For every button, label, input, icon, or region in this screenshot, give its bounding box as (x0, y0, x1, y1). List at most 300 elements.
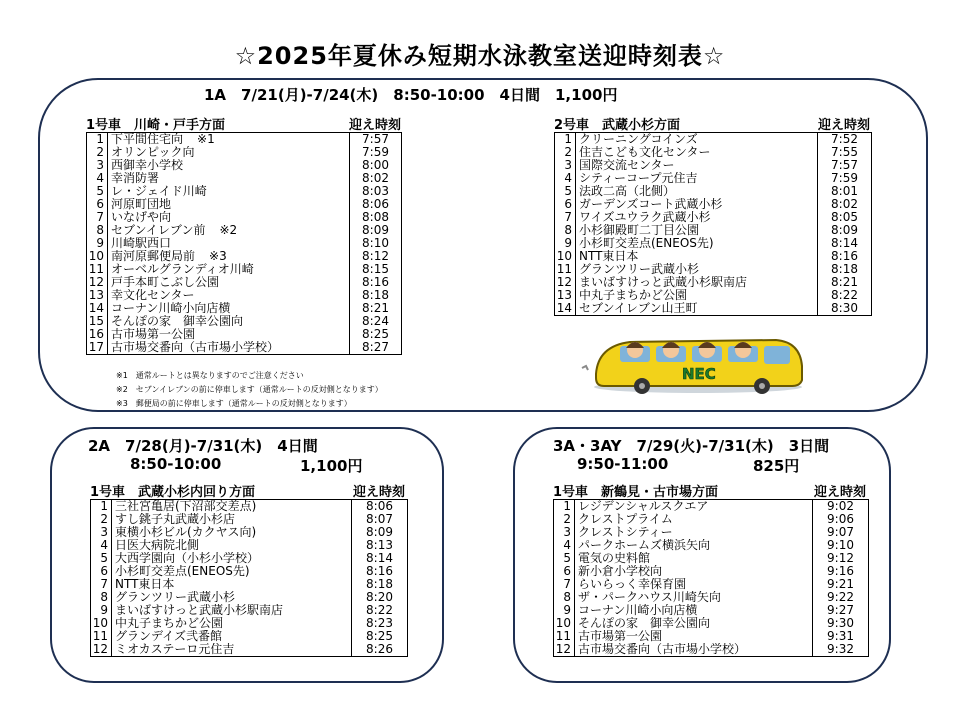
table-row (91, 526, 407, 539)
pickup-time: 8:25 (349, 328, 401, 341)
pickup-time: 8:10 (349, 237, 401, 250)
stop-name: クリーニングコインズ (579, 133, 698, 146)
table-row (555, 250, 871, 263)
stop-number: 6 (563, 564, 571, 578)
stop-number: 2 (96, 145, 104, 159)
stop-number: 2 (100, 512, 108, 526)
table-body (86, 132, 402, 355)
pickup-time: 7:59 (349, 146, 401, 159)
stop-name: そんぽの家 御幸公園向 (111, 315, 244, 328)
stop-note: ※3 (209, 250, 227, 263)
pickup-time: 8:06 (349, 198, 401, 211)
table-row (554, 565, 868, 578)
session-3a-panel (513, 427, 891, 683)
session-1a-header: 1A 7/21(月)-7/24(木) 8:50-10:00 4日間 1,100円 (204, 86, 618, 104)
stop-number: 8 (563, 590, 571, 604)
table-row (91, 513, 407, 526)
table-row (91, 591, 407, 604)
pickup-time: 7:57 (817, 159, 871, 172)
stop-cell (574, 539, 812, 552)
stop-number: 7 (563, 577, 571, 591)
table-row (87, 133, 401, 146)
stop-name: 幸文化センター (111, 289, 195, 302)
stop-number: 6 (96, 197, 104, 211)
page-title: ☆2025年夏休み短期水泳教室送迎時刻表☆ (234, 42, 726, 70)
stop-name: レ・ジェイド川崎 (111, 185, 207, 198)
school-bus-illustration (580, 332, 812, 394)
time-header: 迎え時刻 (348, 118, 401, 133)
stop-name: まいばすけっと武蔵小杉駅南店 (579, 276, 748, 289)
table-row (87, 289, 401, 302)
stop-name: 古市場第一公園 (578, 630, 663, 643)
pickup-time: 7:57 (349, 133, 401, 146)
stop-number: 8 (564, 223, 572, 237)
stop-cell (574, 578, 812, 591)
stop-name: ミオカステーロ元住吉 (115, 643, 235, 656)
stop-name: 国際交流センター (579, 159, 675, 172)
stop-name: 古市場第一公園 (111, 328, 196, 341)
route-name: 1号車 武蔵小杉内回り方面 (90, 485, 256, 500)
pickup-time: 8:06 (351, 500, 407, 513)
pickup-time: 8:20 (351, 591, 407, 604)
pickup-time: 8:22 (817, 289, 871, 302)
stop-name: 河原町団地 (111, 198, 172, 211)
pickup-time: 8:14 (351, 552, 407, 565)
pickup-time: 9:22 (812, 591, 868, 604)
pickup-time: 9:27 (812, 604, 868, 617)
table-row (555, 237, 871, 250)
stop-cell (107, 263, 349, 276)
stop-name: 川崎駅西口 (111, 237, 172, 250)
stop-number: 14 (556, 301, 572, 315)
stop-number: 3 (563, 525, 571, 539)
stop-cell (575, 133, 817, 146)
stop-cell (107, 211, 349, 224)
stop-name: ザ・パークハウス川崎矢向 (578, 591, 721, 604)
pickup-time: 8:09 (351, 526, 407, 539)
pickup-time: 7:55 (817, 146, 871, 159)
stop-cell (111, 630, 351, 643)
stop-cell (111, 513, 351, 526)
stop-cell (111, 565, 351, 578)
time-header: 迎え時刻 (352, 485, 405, 500)
route-name: 1号車 川崎・戸手方面 (86, 118, 226, 133)
pickup-time: 8:16 (351, 565, 407, 578)
stop-name: 中丸子まちかど公園 (115, 617, 224, 630)
stop-number: 3 (96, 158, 104, 172)
route-2-table (554, 114, 872, 316)
stop-cell (107, 185, 349, 198)
stop-name: 大西学園向（小杉小学校） (115, 552, 260, 565)
stop-number: 7 (96, 210, 104, 224)
footnotes (116, 369, 383, 411)
table-row (554, 630, 868, 643)
pickup-time: 9:21 (812, 578, 868, 591)
stop-name: 住吉こども文化センター (579, 146, 711, 159)
table-row (555, 289, 871, 302)
table-row (91, 604, 407, 617)
footnote-2: ※2 セブンイレブンの前に停車します（通常ルートの反対側となります） (116, 385, 383, 394)
table-row (87, 211, 401, 224)
table-row (87, 198, 401, 211)
stop-name: 幸消防署 (111, 172, 160, 185)
table-row (87, 302, 401, 315)
stop-number: 2 (564, 145, 572, 159)
stop-number: 3 (100, 525, 108, 539)
stop-name: そんぽの家 御幸公園向 (578, 617, 711, 630)
pickup-time: 8:14 (817, 237, 871, 250)
stop-cell (107, 146, 349, 159)
stop-number: 9 (564, 236, 572, 250)
stop-cell (574, 565, 812, 578)
stop-name: パークホームズ横浜矢向 (578, 539, 711, 552)
stop-name: 小杉町交差点(ENEOS先) (115, 565, 250, 578)
pickup-time: 8:16 (349, 276, 401, 289)
pickup-time: 9:07 (812, 526, 868, 539)
table-row (554, 643, 868, 656)
stop-number: 8 (96, 223, 104, 237)
table-row (555, 172, 871, 185)
stop-number: 12 (92, 642, 108, 656)
table-row (91, 552, 407, 565)
table-row (555, 198, 871, 211)
stop-cell (575, 250, 817, 263)
pickup-time: 7:52 (817, 133, 871, 146)
stop-name: オリンピック向 (111, 146, 195, 159)
stop-cell (574, 526, 812, 539)
pickup-time: 8:12 (349, 250, 401, 263)
stop-number: 10 (556, 249, 572, 263)
pickup-time: 7:59 (817, 172, 871, 185)
stop-cell (107, 289, 349, 302)
stop-cell (107, 276, 349, 289)
stop-name: セブンイレブン山王町 (579, 302, 698, 315)
stop-cell (575, 185, 817, 198)
stop-cell (107, 341, 349, 354)
stop-name: セブンイレブン前 (111, 224, 206, 237)
session-2a-header: 2A 7/28(月)-7/31(木) 4日間 (88, 437, 318, 455)
pickup-time: 8:01 (817, 185, 871, 198)
stop-name: グランツリー武蔵小杉 (115, 591, 236, 604)
stop-cell (575, 211, 817, 224)
stop-name: オーベルグランディオ川崎 (111, 263, 254, 276)
pickup-time: 8:13 (351, 539, 407, 552)
stop-cell (107, 224, 349, 237)
stop-name: 西御幸小学校 (111, 159, 184, 172)
stop-cell (111, 604, 351, 617)
stop-number: 2 (563, 512, 571, 526)
route-name: 2号車 武蔵小杉方面 (554, 118, 681, 133)
pickup-time: 8:23 (351, 617, 407, 630)
stop-number: 13 (556, 288, 572, 302)
table-row (554, 591, 868, 604)
footnote-3: ※3 郵便局の前に停車します（通常ルートの反対側となります） (116, 399, 352, 408)
stop-cell (111, 643, 351, 656)
stop-number: 11 (92, 629, 108, 643)
stop-name: 小杉御殿町二丁目公園 (579, 224, 700, 237)
stop-name: コーナン川崎小向店横 (578, 604, 698, 617)
stop-cell (107, 302, 349, 315)
pickup-time: 8:27 (349, 341, 401, 354)
stop-number: 13 (88, 288, 104, 302)
pickup-time: 8:22 (351, 604, 407, 617)
table-row (555, 146, 871, 159)
table-row (91, 565, 407, 578)
pickup-time: 9:02 (812, 500, 868, 513)
table-row (87, 263, 401, 276)
pickup-time: 9:32 (812, 643, 868, 656)
stop-cell (574, 513, 812, 526)
table-body (554, 132, 872, 316)
stop-number: 6 (100, 564, 108, 578)
stop-name: レジデンシャルスクエア (578, 500, 709, 513)
table-row (87, 315, 401, 328)
stop-number: 17 (88, 340, 104, 354)
stop-cell (111, 591, 351, 604)
stop-name: シティーコープ元住吉 (579, 172, 698, 185)
stop-number: 9 (96, 236, 104, 250)
stop-cell (107, 315, 349, 328)
table-row (91, 539, 407, 552)
stop-cell (107, 159, 349, 172)
stop-cell (107, 328, 349, 341)
stop-name: すし銚子丸武蔵小杉店 (115, 513, 236, 526)
stop-number: 1 (563, 499, 571, 513)
stop-number: 9 (100, 603, 108, 617)
pickup-time: 9:10 (812, 539, 868, 552)
stop-cell (575, 237, 817, 250)
stop-name: 三社宮亀居(下沼部交差点) (115, 500, 257, 513)
stop-cell (107, 250, 349, 263)
stop-name: グランツリー武蔵小杉 (579, 263, 700, 276)
stop-number: 5 (564, 184, 572, 198)
table-row (555, 133, 871, 146)
pickup-time: 8:21 (349, 302, 401, 315)
pickup-time: 8:02 (349, 172, 401, 185)
table-row (91, 578, 407, 591)
table-row (91, 617, 407, 630)
pickup-time: 9:31 (812, 630, 868, 643)
table-row (555, 185, 871, 198)
table-row (87, 341, 401, 354)
stop-number: 12 (555, 642, 571, 656)
stop-name: 古市場交番向（古市場小学校） (578, 643, 747, 656)
table-header (90, 481, 408, 499)
pickup-time: 8:00 (349, 159, 401, 172)
table-row (87, 250, 401, 263)
stop-number: 5 (96, 184, 104, 198)
route-name: 1号車 新鶴見・古市場方面 (553, 485, 719, 500)
table-row (555, 159, 871, 172)
time-header: 迎え時刻 (817, 118, 870, 133)
table-row (554, 604, 868, 617)
stop-name: コーナン川崎小向店横 (111, 302, 231, 315)
session-2a-panel (50, 427, 444, 683)
stop-number: 1 (564, 132, 572, 146)
stop-note: ※2 (219, 224, 238, 237)
stop-name: 戸手本町こぶし公園 (111, 276, 220, 289)
table-row (87, 276, 401, 289)
stop-name: NTT東日本 (579, 250, 639, 263)
stop-number: 1 (100, 499, 108, 513)
stop-name: らいらっく幸保育園 (578, 578, 687, 591)
stop-cell (107, 172, 349, 185)
stop-name: クレストシティー (578, 526, 673, 539)
stop-cell (111, 578, 351, 591)
stop-name: 日医大病院北側 (115, 539, 200, 552)
session-3a-price: 825円 (753, 457, 800, 475)
table-row (554, 500, 868, 513)
stop-number: 14 (88, 301, 104, 315)
pickup-time: 8:05 (817, 211, 871, 224)
stop-number: 4 (100, 538, 108, 552)
table-body (553, 499, 869, 657)
table-row (555, 224, 871, 237)
stop-name: 古市場交番向（古市場小学校） (111, 341, 280, 354)
pickup-time: 9:06 (812, 513, 868, 526)
table-header (553, 481, 869, 499)
stop-number: 5 (563, 551, 571, 565)
table-row (91, 500, 407, 513)
stop-name: クレストプライム (578, 513, 673, 526)
stop-number: 7 (564, 210, 572, 224)
stop-cell (574, 630, 812, 643)
stop-number: 4 (96, 171, 104, 185)
stop-name: 小杉町交差点(ENEOS先) (579, 237, 714, 250)
stop-name: ガーデンズコート武蔵小杉 (579, 198, 723, 211)
table-row (555, 211, 871, 224)
stop-number: 11 (556, 262, 572, 276)
route-1-table (86, 114, 402, 355)
pickup-time: 8:02 (817, 198, 871, 211)
table-row (87, 159, 401, 172)
route-2a-table (90, 481, 408, 657)
pickup-time: 8:18 (817, 263, 871, 276)
pickup-time: 8:30 (817, 302, 871, 315)
pickup-time: 8:08 (349, 211, 401, 224)
stop-cell (575, 263, 817, 276)
stop-name: 法政二高（北側） (579, 185, 676, 198)
stop-number: 8 (100, 590, 108, 604)
stop-number: 5 (100, 551, 108, 565)
stop-number: 10 (88, 249, 104, 263)
table-row (554, 539, 868, 552)
pickup-time: 8:09 (349, 224, 401, 237)
stop-name: 電気の史料館 (578, 552, 651, 565)
session-2a-price: 1,100円 (300, 457, 363, 475)
stop-number: 1 (96, 132, 104, 146)
bus-logo-text: NEC (682, 365, 716, 383)
stop-cell (107, 198, 349, 211)
table-row (91, 630, 407, 643)
stop-cell (575, 289, 817, 302)
table-header (86, 114, 402, 132)
stop-name: 新小倉小学校向 (578, 565, 663, 578)
stop-name: グランデイズ弐番館 (115, 630, 223, 643)
stop-name: 南河原郵便局前 (111, 250, 196, 263)
pickup-time: 8:25 (351, 630, 407, 643)
stop-name: ワイズユウラク武蔵小杉 (579, 211, 711, 224)
stop-number: 12 (556, 275, 572, 289)
table-row (87, 146, 401, 159)
pickup-time: 8:21 (817, 276, 871, 289)
table-row (555, 302, 871, 315)
stop-cell (575, 198, 817, 211)
route-3a-table (553, 481, 869, 657)
stop-cell (107, 133, 349, 146)
table-row (87, 237, 401, 250)
stop-cell (574, 591, 812, 604)
stop-name: 中丸子まちかど公園 (579, 289, 688, 302)
stop-cell (575, 224, 817, 237)
stop-cell (107, 237, 349, 250)
pickup-time: 8:15 (349, 263, 401, 276)
stop-name: 東横小杉ビル(カクヤス向) (115, 526, 257, 539)
stop-cell (574, 552, 812, 565)
stop-cell (111, 552, 351, 565)
stop-cell (575, 276, 817, 289)
table-row (87, 185, 401, 198)
table-row (554, 552, 868, 565)
stop-number: 3 (564, 158, 572, 172)
stop-cell (574, 643, 812, 656)
table-body (90, 499, 408, 657)
stop-cell (111, 539, 351, 552)
stop-cell (575, 146, 817, 159)
stop-name: いなげや向 (111, 211, 172, 224)
table-row (554, 513, 868, 526)
stop-number: 10 (92, 616, 108, 630)
pickup-time: 8:18 (349, 289, 401, 302)
table-row (87, 172, 401, 185)
table-row (87, 224, 401, 237)
stop-cell (575, 172, 817, 185)
stop-number: 12 (88, 275, 104, 289)
table-row (91, 643, 407, 656)
stop-cell (574, 604, 812, 617)
stop-number: 9 (563, 603, 571, 617)
pickup-time: 9:30 (812, 617, 868, 630)
session-3a-time: 9:50-11:00 (577, 455, 669, 473)
stop-name: 下平間住宅向 (111, 133, 184, 146)
session-3a-header: 3A・3AY 7/29(火)-7/31(木) 3日間 (553, 437, 830, 455)
stop-cell (575, 159, 817, 172)
pickup-time: 8:03 (349, 185, 401, 198)
pickup-time: 8:26 (351, 643, 407, 656)
stop-number: 15 (88, 314, 104, 328)
table-row (555, 276, 871, 289)
pickup-time: 8:24 (349, 315, 401, 328)
stop-cell (574, 500, 812, 513)
stop-name: NTT東日本 (115, 578, 175, 591)
pickup-time: 8:18 (351, 578, 407, 591)
stop-number: 4 (563, 538, 571, 552)
time-header: 迎え時刻 (813, 485, 866, 500)
pickup-time: 8:09 (817, 224, 871, 237)
stop-name: まいばすけっと武蔵小杉駅南店 (115, 604, 284, 617)
stop-cell (574, 617, 812, 630)
pickup-time: 8:16 (817, 250, 871, 263)
table-header (554, 114, 872, 132)
table-row (555, 263, 871, 276)
stop-cell (575, 302, 817, 315)
stop-number: 16 (88, 327, 104, 341)
stop-cell (111, 526, 351, 539)
pickup-time: 8:07 (351, 513, 407, 526)
table-row (554, 578, 868, 591)
footnote-1: ※1 通常ルートとは異なりますのでご注意ください (116, 371, 304, 380)
stop-note: ※1 (197, 133, 215, 146)
